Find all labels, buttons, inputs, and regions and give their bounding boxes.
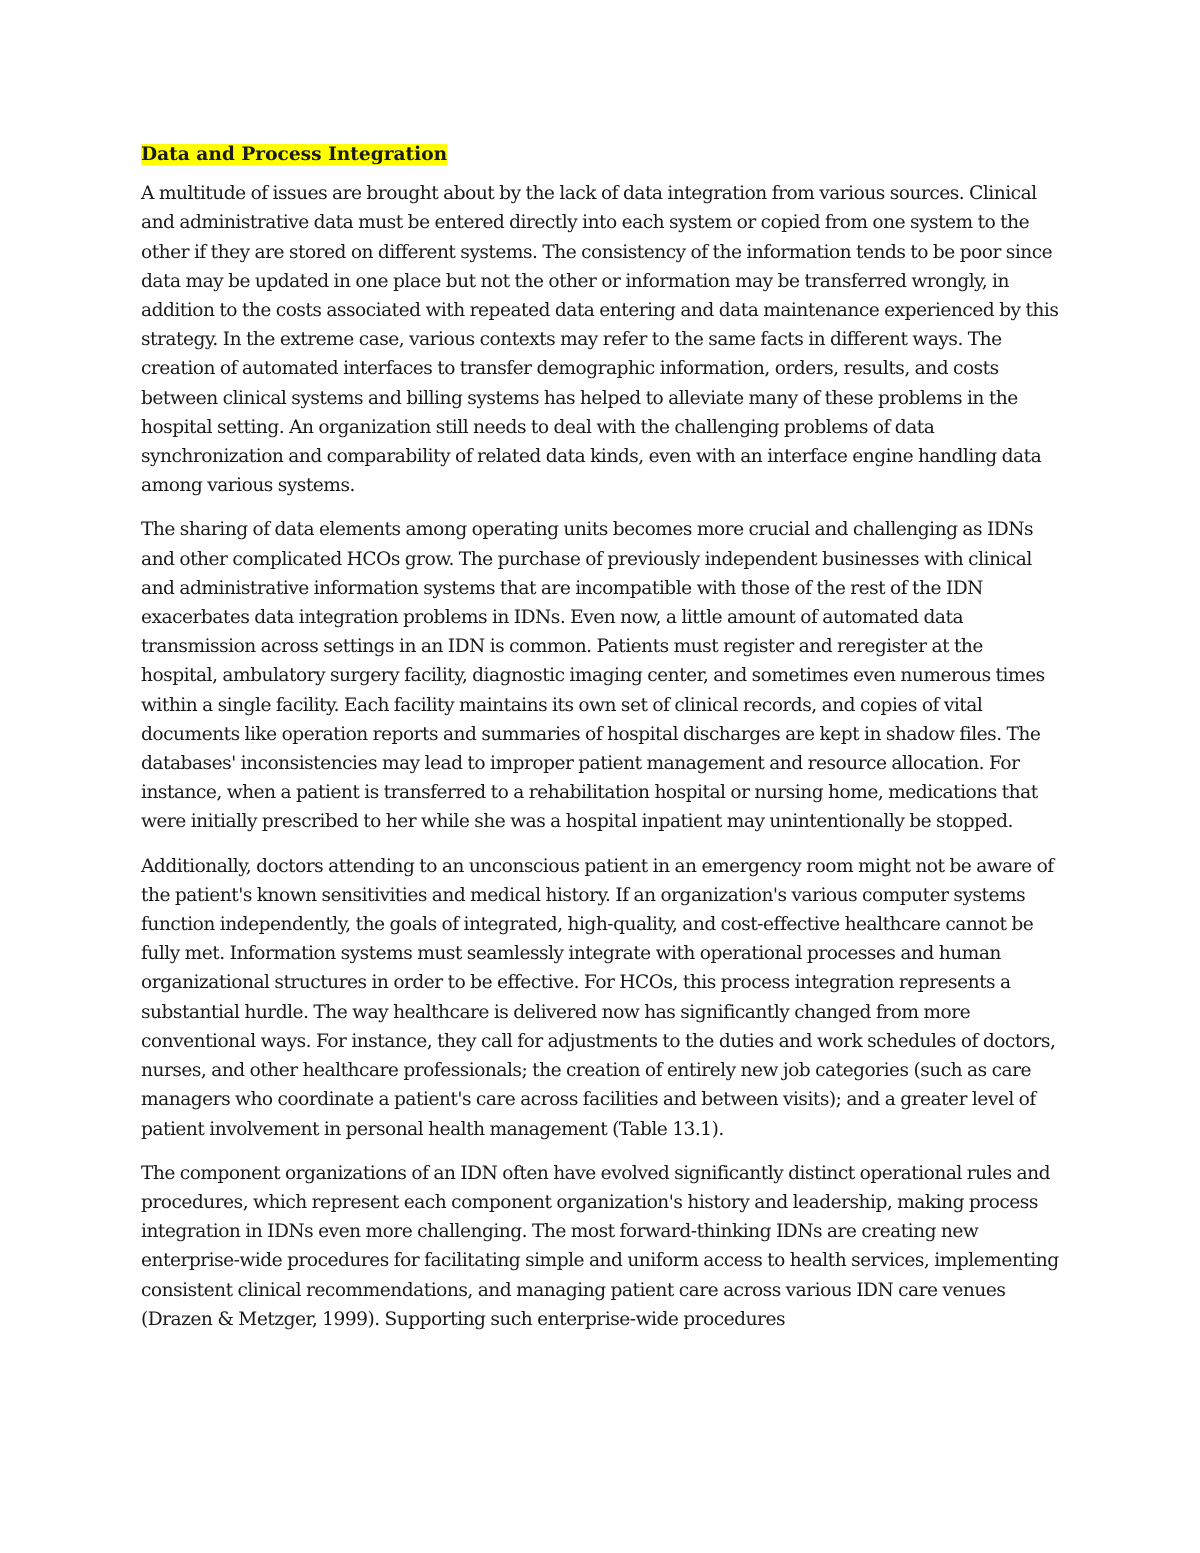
section-heading [141,140,1063,169]
document-body [141,140,1063,1349]
paragraph-1: A multitude of issues are brought about by the lack of data integration from various sources. Clinical and administrative data must be entered directly into each system or copied from one system to the other if they are stored on different systems. The consistency of the information tends to be poor since data may be updated in one place but not the other or information may be transferred wrongly, in addition to the costs associated with repeated data entering and data maintenance experienced by this strategy. In the extreme case, various contexts may refer to the same facts in different ways. The creation of automated interfaces to transfer demographic information, orders, results, and costs between clinical systems and billing systems has helped to alleviate many of these problems in the hospital setting. An organization still needs to deal with the challenging problems of data synchronization and comparability of related data kinds, even with an interface engine handling data among various systems. [141,183,1059,497]
paragraph-3: Additionally, doctors attending to an unconscious patient in an emergency room might not be aware of the patient's known sensitivities and medical history. If an organization's various computer systems function independently, the goals of integrated, high-quality, and cost-effective healthcare cannot be fully met. Information systems must seamlessly integrate with operational processes and human organizational structures in order to be effective. For HCOs, this process integration represents a substantial hurdle. The way healthcare is delivered now has significantly changed from more conventional ways. For instance, they call for adjustments to the duties and work schedules of doctors, nurses, and other healthcare professionals; the creation of entirely new job categories (such as care managers who coordinate a patient's care across facilities and between visits); and a greater level of patient involvement in personal health management (Table 13.1). [141,855,1056,1140]
paragraph-4: The component organizations of an IDN often have evolved significantly distinct operational rules and procedures, which represent each component organization's history and leadership, making process integration in IDNs even more challenging. The most forward-thinking IDNs are creating new enterprise-wide procedures for facilitating simple and uniform access to health services, implementing consistent clinical recommendations, and managing patient care across various IDN care venues (Drazen & Metzger, 1999). Supporting such enterprise-wide procedures [141,1162,1059,1330]
section-heading-text: Data and Process Integration [141,144,448,165]
paragraph-2: The sharing of data elements among operating units becomes more crucial and challenging as IDNs and other complicated HCOs grow. The purchase of previously independent businesses with clinical and administrative information systems that are incompatible with those of the rest of the IDN exacerbates data integration problems in IDNs. Even now, a little amount of automated data transmission across settings in an IDN is common. Patients must register and reregister at the hospital, ambulatory surgery facility, diagnostic imaging center, and sometimes even numerous times within a single facility. Each facility maintains its own set of clinical records, and copies of vital documents like operation reports and summaries of hospital discharges are kept in shadow files. The databases' inconsistencies may lead to improper patient management and resource allocation. For instance, when a patient is transferred to a rehabilitation hospital or nursing home, medications that were initially prescribed to her while she was a hospital inpatient may unintentionally be stopped. [141,519,1045,833]
